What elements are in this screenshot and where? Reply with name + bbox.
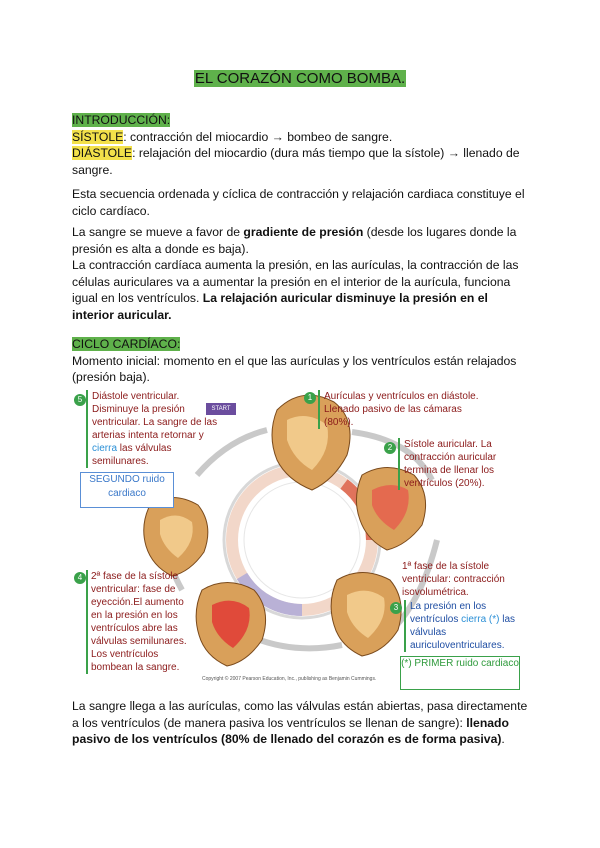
second-heart-sound-box: SEGUNDO ruido cardiaco — [80, 472, 174, 508]
label-step-3-c: cierra (*) — [461, 614, 500, 625]
label-step-5-a: Diástole ventricular. Disminuye la presión ventricular. La sangre de las arterias intenta retornar y — [92, 391, 218, 441]
page-title — [0, 70, 600, 87]
label-step-1: Aurículas y ventrículos en diástole. Llenado pasivo de las cámaras (80%). — [318, 390, 484, 429]
final-text-a: La sangre llega a las aurículas, como las válvulas están abiertas, pasa directamente a los ventrículos (de manera pasiva los ventrículos se llenan de sangre): — [72, 699, 528, 730]
step-5-badge: 5 — [74, 394, 86, 406]
step-1-badge: 1 — [304, 392, 316, 404]
title-text: EL CORAZÓN COMO BOMBA. — [194, 70, 406, 87]
gradient-text-a: La sangre se mueve a favor de — [72, 225, 244, 239]
ciclo-p1: Momento inicial: momento en el que las aurículas y los ventrículos están relajados (presión baja). — [72, 353, 517, 384]
figure-copyright: Copyright © 2007 Pearson Education, Inc., publishing as Benjamin Cummings. — [202, 676, 377, 682]
step-3-badge: 3 — [390, 602, 402, 614]
first-heart-sound-box: (*) PRIMER ruido cardiaco — [400, 656, 520, 690]
label-step-3 — [402, 560, 526, 599]
label-step-4: 2ª fase de la sístole ventricular: fase de eyección.El aumento en la presión en los ventrículos abre las válvulas semilunares. Los ventrículos bombean la sangre. — [86, 570, 191, 674]
pressure-text: La contracción cardíaca aumenta la presión, en las aurículas, la contracción de las células auriculares va a aumentar la presión en el interior de la aurícula, funciona igual en los ventrículos. — [72, 258, 519, 305]
paragraph-passive-filling — [72, 698, 532, 748]
heart-illustration-5 — [144, 498, 208, 577]
pressure-bold: La relajación auricular disminuye la presión en el interior auricular. — [72, 291, 488, 322]
cardiac-cycle-figure — [72, 380, 528, 688]
step-4-badge: 4 — [74, 572, 86, 584]
step-2-badge: 2 — [384, 442, 396, 454]
sistole-def: : contracción del miocardio → bombeo de sangre. — [123, 129, 393, 144]
intro-block — [72, 112, 532, 178]
gradient-text-c: (desde los lugares donde la presión es alta a donde es baja). — [72, 225, 517, 256]
paragraph-gradient — [72, 224, 532, 323]
label-step-2: Sístole auricular. La contracción auricular termina de llenar los ventrículos (20%). — [398, 438, 522, 490]
label-step-5-b: cierra — [92, 443, 118, 454]
intro-heading: INTRODUCCIÓN: — [72, 113, 171, 127]
label-step-5-c: las válvulas semilunares. — [92, 443, 172, 467]
label-step-3-title: 1ª fase de la sístole ventricular: contracción isovolumétrica. — [402, 561, 505, 598]
heart-illustration-4 — [196, 583, 265, 667]
ciclo-heading: CICLO CARDÍACO: — [72, 337, 181, 351]
label-step-3-b: La presión en los ventrículos — [410, 601, 487, 625]
label-step-3-d: las válvulas auriculoventriculares. — [410, 614, 516, 651]
final-bold: llenado pasivo de los ventrículos (80% de llenado del corazón es de forma pasiva) — [72, 715, 509, 746]
paragraph-ciclo-definition: Esta secuencia ordenada y cíclica de contracción y relajación cardiaca constituye el ciclo cardíaco. — [72, 187, 525, 218]
final-text-c: . — [501, 732, 505, 746]
start-tag: START — [206, 403, 236, 415]
label-step-5 — [86, 390, 218, 468]
gradient-bold: gradiente de presión — [243, 225, 364, 239]
sistole-term: SÍSTOLE — [72, 129, 124, 144]
label-step-3-detail — [404, 600, 528, 652]
diastole-term: DIÁSTOLE — [72, 146, 133, 160]
diastole-def: : relajación del miocardio (dura más tiempo que la sístole) → llenado de sangre. — [72, 146, 520, 177]
ciclo-block — [72, 336, 532, 386]
